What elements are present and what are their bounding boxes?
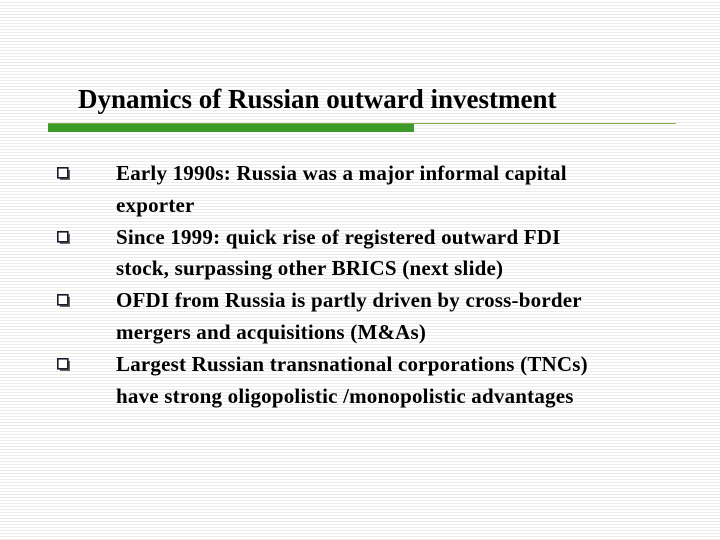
bullet-line: exporter bbox=[116, 192, 195, 217]
bullet-list bbox=[0, 158, 676, 412]
bullet-item bbox=[0, 158, 676, 222]
bullet-item bbox=[0, 222, 676, 286]
bullet-line: OFDI from Russia is partly driven by cross-border bbox=[116, 288, 582, 313]
title-underline-accent bbox=[48, 124, 414, 132]
bullet-line: mergers and acquisitions (M&As) bbox=[116, 319, 427, 344]
hollow-square-bullet-icon bbox=[57, 358, 70, 371]
bullet-item bbox=[0, 285, 676, 349]
bullet-line: Largest Russian transnational corporations (TNCs) bbox=[116, 351, 588, 376]
bullet-item bbox=[0, 349, 676, 413]
slide-title: Dynamics of Russian outward investment bbox=[78, 84, 557, 114]
bullet-line: Early 1990s: Russia was a major informal capital bbox=[116, 161, 567, 185]
bullet-line: stock, surpassing other BRICS (next slide) bbox=[116, 256, 504, 281]
bullet-line: have strong oligopolistic /monopolistic advantages bbox=[116, 383, 574, 408]
hollow-square-bullet-icon bbox=[57, 231, 70, 244]
bullet-line: Since 1999: quick rise of registered outward FDI bbox=[116, 224, 561, 249]
hollow-square-bullet-icon bbox=[57, 294, 70, 307]
hollow-square-bullet-icon bbox=[57, 167, 70, 180]
